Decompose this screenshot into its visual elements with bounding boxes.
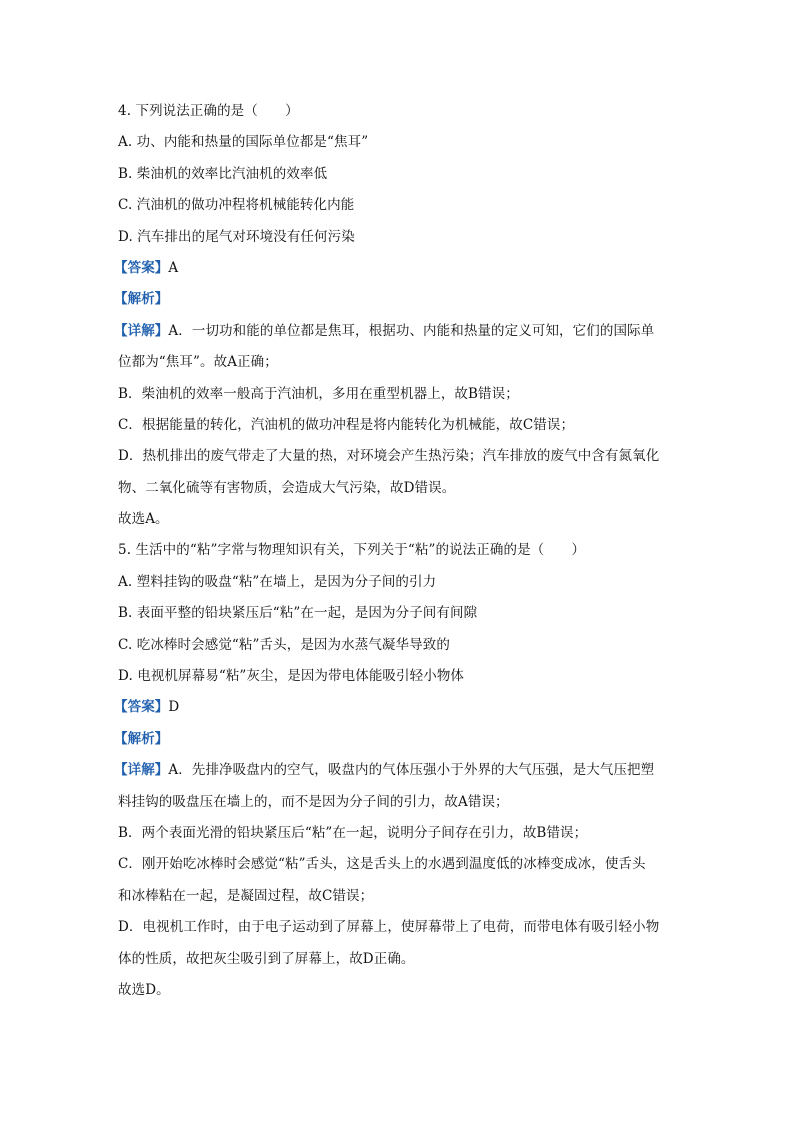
q4-detail-line-1 (114, 316, 678, 347)
q4-option-c: C. 汽油机的做功冲程将机械能转化内能 (118, 197, 355, 214)
q5-stem: 5. 生活中的“粘”字常与物理知识有关，下列关于“粘”的说法正确的是（ ） (118, 542, 586, 559)
q4-option-d: D. 汽车排出的尾气对环境没有任何污染 (118, 228, 355, 245)
q5-option-d: D. 电视机屏幕易“粘”灰尘，是因为带电体能吸引轻小物体 (118, 668, 465, 685)
q4-analysis (114, 284, 678, 315)
q5-detail-line-5: 和冰棒粘在一起，是凝固过程，故C错误； (118, 887, 374, 904)
q4-answer-value: A (168, 259, 179, 276)
q4-detail-text-1: A．一切功和能的单位都是焦耳，根据功、内能和热量的定义可知，它们的国际单 (168, 322, 655, 339)
q4-detail-line-4: C．根据能量的转化，汽油机的做功冲程是将内能转化为机械能，故C错误； (118, 416, 575, 433)
q4-detail-line-2: 位都为“焦耳”。故A正确； (118, 354, 278, 371)
q5-answer (114, 692, 678, 723)
q5-analysis-tag: 【解析】 (114, 730, 169, 747)
q4-answer (114, 253, 678, 284)
q5-detail-line-1 (114, 755, 678, 786)
q4-detail-line-6: 物、二氧化硫等有害物质，会造成大气污染，故D错误。 (118, 479, 456, 496)
q4-option-a: A. 功、内能和热量的国际单位都是“焦耳” (118, 134, 369, 151)
q4-detail-line-5: D．热机排出的废气带走了大量的热，对环境会产生热污染；汽车排放的废气中含有氮氧化 (118, 448, 660, 465)
q4-option-b: B. 柴油机的效率比汽油机的效率低 (118, 165, 328, 182)
q5-answer-tag: 【答案】 (114, 699, 169, 716)
q4-detail-line-3: B．柴油机的效率一般高于汽油机，多用在重型机器上，故B错误； (118, 385, 519, 402)
q5-analysis (114, 724, 678, 755)
q4-answer-tag: 【答案】 (114, 259, 169, 276)
q5-detail-line-7: 体的性质，故把灰尘吸引到了屏幕上，故D正确。 (118, 950, 415, 967)
q5-detail-line-4: C．刚开始吃冰棒时会感觉“粘”舌头，这是舌头上的水遇到温度低的冰棒变成冰，使舌头 (118, 856, 646, 873)
q5-detail-tag: 【详解】 (114, 762, 169, 779)
q5-detail-text-1: A．先排净吸盘内的空气，吸盘内的气体压强小于外界的大气压强，是大气压把塑 (168, 762, 655, 779)
q4-stem: 4. 下列说法正确的是（ ） (118, 103, 299, 119)
q5-answer-value: D (168, 699, 180, 716)
q5-detail-line-3: B．两个表面光滑的铅块紧压后“粘”在一起，说明分子间存在引力，故B错误； (118, 824, 588, 841)
q4-detail-tag: 【详解】 (114, 322, 169, 339)
q5-detail-line-2: 料挂钩的吸盘压在墙上的，而不是因为分子间的引力，故A错误； (118, 793, 509, 810)
q5-option-c: C. 吃冰棒时会感觉“粘”舌头，是因为水蒸气凝华导致的 (118, 636, 450, 653)
q5-option-a: A. 塑料挂钩的吸盘“粘”在墙上，是因为分子间的引力 (118, 573, 437, 590)
q5-detail-line-6: D．电视机工作时，由于电子运动到了屏幕上，使屏幕带上了电荷，而带电体有吸引轻小物 (118, 919, 660, 936)
document-page (114, 96, 678, 1006)
q5-conclusion: 故选D。 (118, 981, 170, 998)
q4-analysis-tag: 【解析】 (114, 291, 169, 308)
q5-option-b: B. 表面平整的铅块紧压后“粘”在一起，是因为分子间有间隙 (118, 605, 478, 622)
q4-conclusion: 故选A。 (118, 511, 169, 528)
